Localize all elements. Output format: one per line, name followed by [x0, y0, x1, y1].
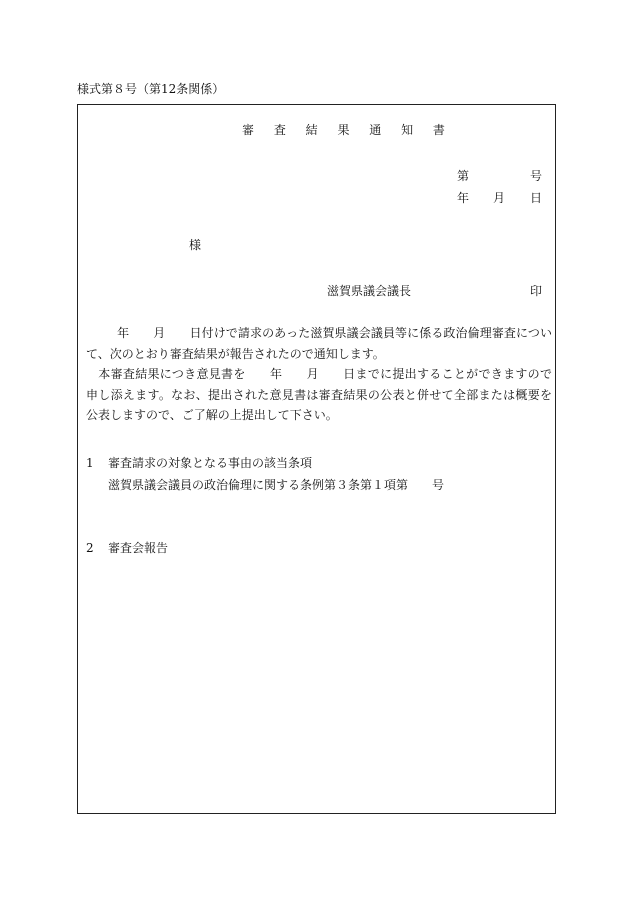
para2-text: 日までに提出することができますので申し添えます。なお、提出された意見書は審査結果の公表と併せて全部または概要を公表しますので、ご了解の上提出して下さい。	[86, 367, 552, 422]
section-1-detail-prefix: 滋賀県議会議員の政治倫理に関する条例第３条第１項第	[108, 478, 409, 492]
addressee-suffix: 様	[189, 238, 202, 252]
document-title: 審 査 結 果 通 知 書	[242, 123, 453, 137]
ref-no-suffix: 号	[530, 169, 543, 183]
para1-text: 日付けで請求のあった滋賀県議会議員等に係る政治倫理審査について、次のとおり審査結果が報告されたので通知します。	[86, 326, 552, 361]
para2-lead: 本審査結果につき意見書を	[98, 367, 246, 381]
form-number-label: 様式第８号（第12条関係）	[77, 82, 225, 96]
section-1-title: 審査請求の対象となる事由の該当条項	[108, 456, 313, 470]
section-1-detail	[108, 477, 444, 493]
section-1-detail-suffix: 号	[432, 478, 445, 492]
ref-year: 年	[457, 191, 470, 205]
para1-year: 年	[117, 326, 130, 340]
para2-month: 月	[306, 367, 319, 381]
para2-year: 年	[269, 367, 283, 381]
notice-form-frame	[77, 104, 556, 814]
seal-mark: 印	[530, 284, 543, 298]
section-2-title: 審査会報告	[108, 541, 169, 555]
para1-month: 月	[153, 326, 166, 340]
sender-name: 滋賀県議会議長	[327, 284, 412, 298]
ref-day: 日	[530, 191, 543, 205]
ref-no-prefix: 第	[457, 169, 470, 183]
paragraph-request-notice	[86, 323, 552, 364]
paragraph-opinion-notice	[86, 364, 552, 426]
section-1-number: 1	[86, 456, 94, 470]
section-2-number: 2	[86, 541, 94, 555]
ref-month: 月	[493, 191, 506, 205]
